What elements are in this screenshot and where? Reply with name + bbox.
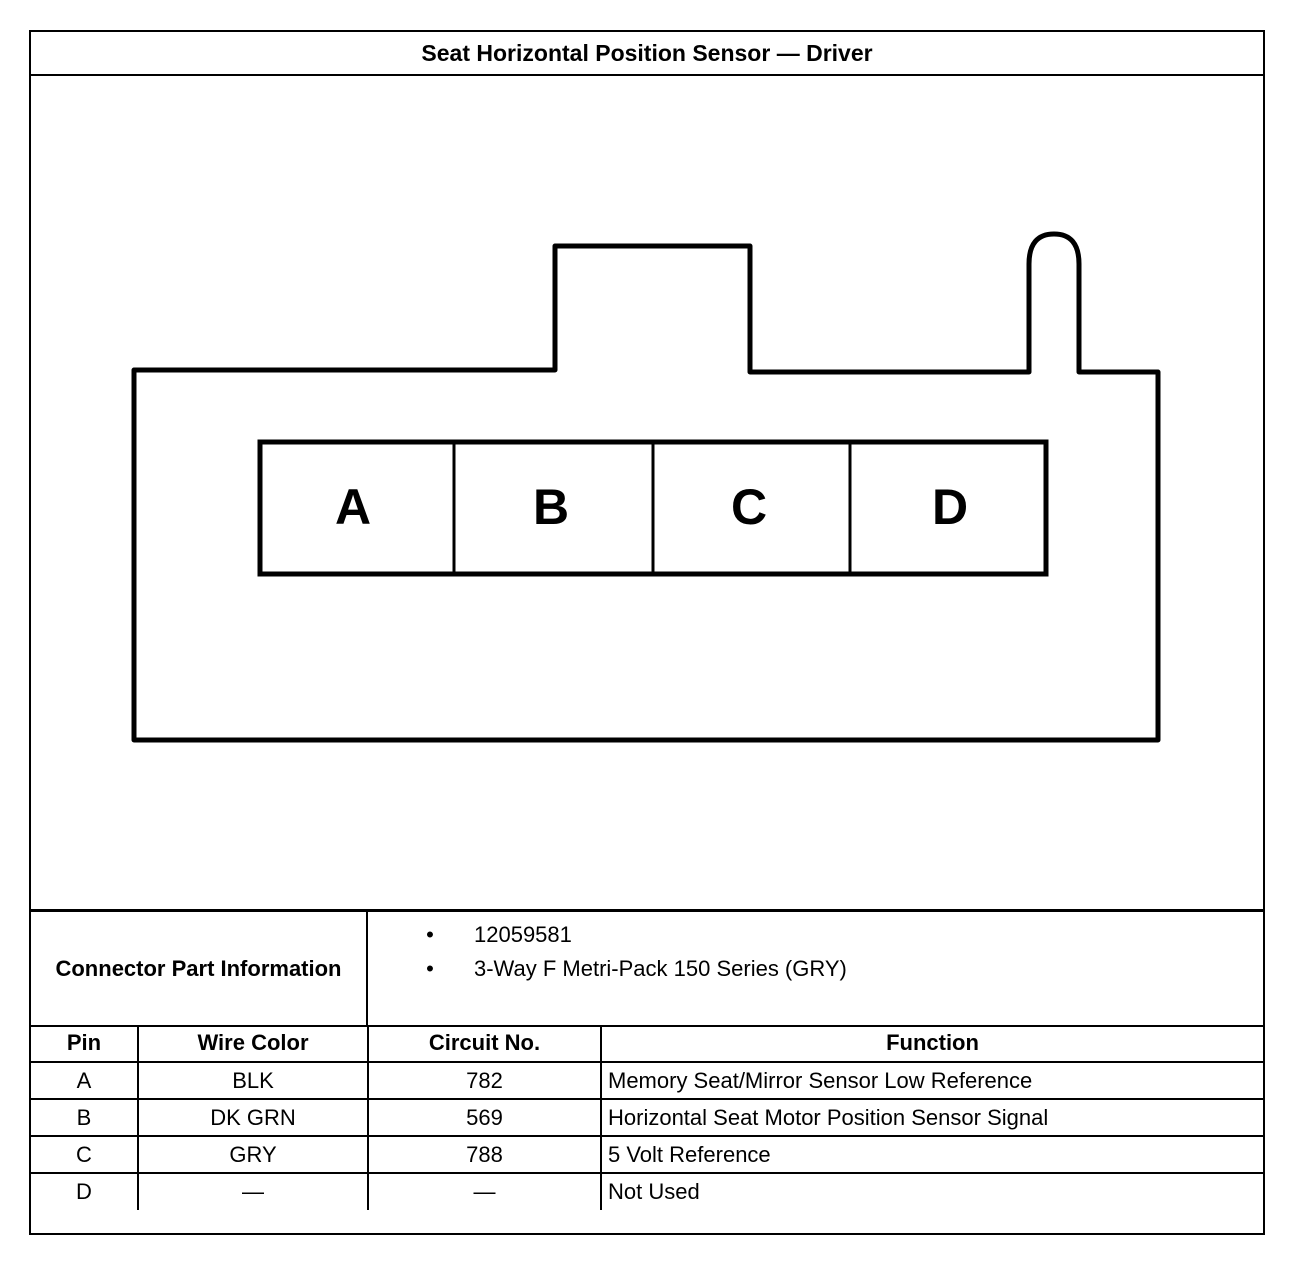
circuit-cell: 782 xyxy=(368,1062,601,1099)
wire-color-cell: BLK xyxy=(138,1062,368,1099)
wire-color-cell: GRY xyxy=(138,1136,368,1173)
pin-table xyxy=(31,1025,1263,1210)
pin-cell: B xyxy=(31,1099,138,1136)
connector-part-info xyxy=(31,909,1263,1027)
connector-end-view-sheet xyxy=(29,30,1265,1235)
table-row xyxy=(31,1099,1263,1136)
part-info-label: Connector Part Information xyxy=(31,912,368,1025)
pin-cell: C xyxy=(31,1136,138,1173)
connector-housing xyxy=(134,234,1158,740)
header-wire-color: Wire Color xyxy=(138,1025,368,1062)
cavity-label-a: A xyxy=(334,479,372,535)
function-cell: Memory Seat/Mirror Sensor Low Reference xyxy=(601,1062,1263,1099)
circuit-cell: — xyxy=(368,1173,601,1210)
table-row xyxy=(31,1136,1263,1173)
function-cell: 5 Volt Reference xyxy=(601,1136,1263,1173)
part-info-list xyxy=(368,912,1263,1025)
function-cell: Not Used xyxy=(601,1173,1263,1210)
header-pin: Pin xyxy=(31,1025,138,1062)
cavity-label-b: B xyxy=(532,479,570,535)
connector-diagram xyxy=(31,76,1263,910)
cavity-label-d: D xyxy=(931,479,969,535)
circuit-cell: 788 xyxy=(368,1136,601,1173)
wire-color-cell: — xyxy=(138,1173,368,1210)
bullet-icon: • xyxy=(426,956,434,981)
table-header-row xyxy=(31,1025,1263,1062)
pin-cell: D xyxy=(31,1173,138,1210)
wire-color-cell: DK GRN xyxy=(138,1099,368,1136)
page-title: Seat Horizontal Position Sensor — Driver xyxy=(31,32,1263,76)
part-number: 12059581 xyxy=(474,922,572,947)
header-circuit-no: Circuit No. xyxy=(368,1025,601,1062)
circuit-cell: 569 xyxy=(368,1099,601,1136)
pin-cell: A xyxy=(31,1062,138,1099)
table-row xyxy=(31,1062,1263,1099)
table-row xyxy=(31,1173,1263,1210)
bullet-icon: • xyxy=(426,922,434,947)
connector-drawing xyxy=(31,76,1263,910)
header-function: Function xyxy=(601,1025,1263,1062)
part-description: 3-Way F Metri-Pack 150 Series (GRY) xyxy=(474,956,847,981)
function-cell: Horizontal Seat Motor Position Sensor Signal xyxy=(601,1099,1263,1136)
cavity-label-c: C xyxy=(730,479,768,535)
